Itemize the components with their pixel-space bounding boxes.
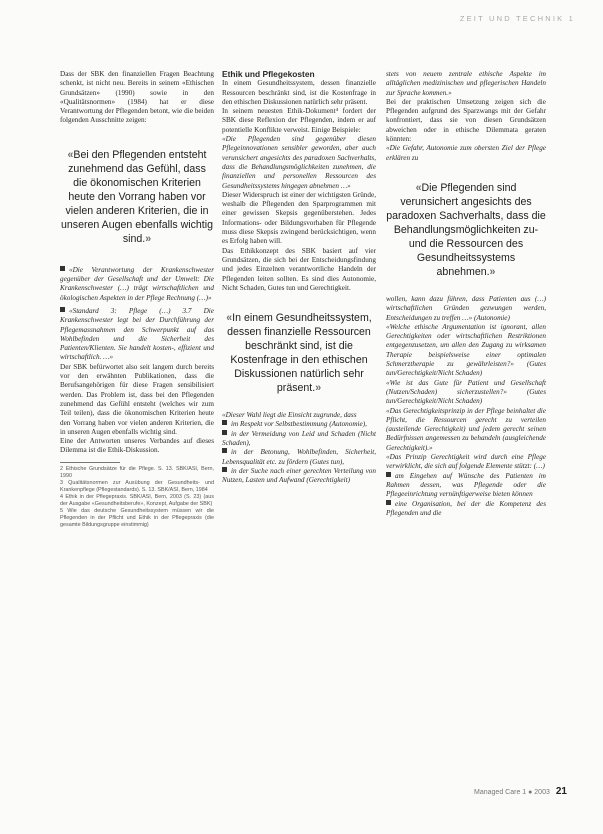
close-quote-icon: » xyxy=(489,265,496,278)
bullet-quote: «Die Verantwortung der Krankenschwester gegenüber der Gesellschaft und der Umwelt: Die Krankenschwester (…) trägt wirtschaftlichen und ökologischen Aspekten in der Pflege Rechnung (…)» xyxy=(60,265,214,302)
bullet-item: am Eingehen auf Wünsche des Patienten im Rahmen dessen, was Pflegende oder die Pflegeeinrichtung vernünftigerweise bieten können xyxy=(386,471,546,499)
bullet-item: in der Vermeidung von Leid und Schaden (Nicht Schaden), xyxy=(222,429,376,448)
close-quote-icon: » xyxy=(145,232,152,245)
footnote: 2 Ethische Grundsätze für die Pflege. S. 13. SBK/ASI, Bern, 1990 xyxy=(60,465,214,479)
bullet-icon xyxy=(222,420,227,425)
bullet-quote: «Standard 3: Pflege (…) 3.7 Die Krankenschwester legt bei der Durchführung der Pflegemassnahmen den Schwerpunkt auf das Wohlbefinden und die Sicherheit des Patienten/Klienten. Sie handelt kosten-, effizient und wirtschaftlich. …» xyxy=(60,306,214,362)
paragraph: In einem Gesundheitssystem, dessen finanzielle Ressourcen beschränkt sind, ist die Kostenfrage in den ethischen Diskussionen natürlich sehr präsent. xyxy=(222,79,376,106)
quotation: «Die Gefahr, Autonomie zum obersten Ziel der Pflege erklären zu xyxy=(386,144,546,162)
open-quote-icon: « xyxy=(226,312,233,325)
column-3 xyxy=(386,70,546,518)
pull-quote: «In einem Gesundheitssystem, dessen finanzielle Ressourcen beschränkt sind, ist die Kostenfrage in den ethischen Diskussionen natürlich sehr präsent.» xyxy=(226,312,372,395)
journal-name: Managed Care 1 ● 2003 xyxy=(474,789,550,796)
bullet-icon xyxy=(60,266,65,271)
footnote: 5 Wie das deutsche Gesundheitssystem müssen wir die Pflegenden in der Pflicht und Ethik in der Pflegepraxis (die gesamte Bildungsgruppe einstimmig) xyxy=(60,507,214,528)
paragraph: Eine der Antworten unseres Verbandes auf dieses Dilemma ist die Ethik-Diskussion. xyxy=(60,437,214,455)
column-1 xyxy=(60,70,214,529)
bullet-icon xyxy=(386,500,391,505)
open-quote-icon: « xyxy=(415,181,422,194)
paragraph: Das Ethikkonzept des SBK basiert auf vier Grundsätzen, die sich bei der Entscheidungsfindung und jedes Einzelnen verantwortliche Handeln der Pflegenden leiten sollten. Es sind dies Autonomie, Nicht Schaden, Gutes tun und Gerechtigkeit. xyxy=(222,246,376,292)
quotation: stets von neuem zentrale ethische Aspekte im alltäglichen medizinischen und pflegerischen Handeln zur Sprache kommen.» xyxy=(386,70,546,97)
quotation: «Welche ethische Argumentation ist ignorant, allen Gerechtigkeiten oder wirtschaftlichen Restriktionen entgegenzusetzen, um allen den Zugang zu wirksamen Therapie beispielsweise einer optimalen Schmerztherapie zu gewährleisten?» (Gutes tun/Gerechtigkeit/Nicht Schaden) xyxy=(386,322,546,378)
page-number: 21 xyxy=(555,786,567,797)
bullet-icon xyxy=(222,467,227,472)
bullet-item: im Respekt vor Selbstbestimmung (Autonomie), xyxy=(222,420,376,429)
footnote-rule xyxy=(60,462,120,463)
quotation: «Wie ist das Gute für Patient und Gesellschaft (Nutzen/Schaden) sicherzustellen?» (Gutes tun/Gerechtigkeit/Nicht Schaden) xyxy=(386,378,546,406)
paragraph: Bei der praktischen Umsetzung zeigen sich die Pflegenden aufgrund des Sparzwangs mit der Gefahr konfrontiert, dass sie von diesen Grundsätzen abweichen oder in ethische Dilemmata geraten könnten: xyxy=(386,97,546,144)
paragraph: Dass der SBK den finanziellen Fragen Beachtung schenkt, ist nicht neu. Bereits in seinem «Ethischen Grundsätzen» (1990) sowie in den «Qualitätsnormen» (1984) hat er diese Verantwortung der Pflegenden betont, wie die beiden folgenden Ausschnitte zeigen: xyxy=(60,70,214,125)
quotation: «Dieser Wahl liegt die Einsicht zugrunde, dass xyxy=(222,411,357,420)
footnote: 3 Qualitätsnormen zur Ausübung der Gesundheits- und Krankenpflege (Pflegestandards). S. 13. SBK/ASI, Bern, 1984 xyxy=(60,479,214,493)
open-quote-icon: « xyxy=(67,148,74,161)
quotation: wollen, kann dazu führen, dass Patienten aus (…) wirtschaftlichen Gründen gezwungen werden, Entscheidungen zu treffen …» (Autonomie) xyxy=(386,294,546,322)
footnote: 4 Ethik in der Pflegepraxis. SBK/ASI, Bern, 2003 (S. 23) (aus der Ausgabe «Gesundheitsberufe», Konzept, Aufgabe der SBK) xyxy=(60,493,214,507)
section-heading: Ethik und Pflegekosten xyxy=(222,69,315,79)
bullet-icon xyxy=(222,448,227,453)
bullet-item: in der Betonung, Wohlbefinden, Sicherheit, Lebensqualität etc. zu fördern (Gutes tun), xyxy=(222,448,376,466)
page-footer xyxy=(474,786,567,797)
running-head: ZEIT UND TECHNIK 1 xyxy=(459,14,575,23)
pull-quote: «Die Pflegenden sind verunsichert angesichts des paradoxen Sachverhalts, dass die Behandlungsmöglichkeiten zu- und die Ressourcen des Gesundheitssystems abnehmen.» xyxy=(386,181,546,278)
quotation: «Das Prinzip Gerechtigkeit wird durch eine Pflege verwirklicht, die sich auf folgende Elemente stützt: (…) xyxy=(386,453,546,471)
paragraph: Der SBK befürwortet also seit langem durch bereits vor den erwähnten Publikationen, dass die Berufsangehörigen für diese Fragen sensibilisiert werden. Das Problem ist, dass bei den Pflegenden zunehmend das Gefühl entsteht (welches wir zum Teil teilen), dass die ökonomischen Kriterien heute den Vorrang haben vor vielen anderen Kriterien, die in unseren Augen ebenfalls wichtig sind. xyxy=(60,362,214,436)
quotation: «Das Gerechtigkeitsprinzip in der Pflege beinhaltet die Pflicht, die Ressourcen gerecht zu verteilen (austeilende Gerechtigkeit) und jedem gerecht seinen Bedürfnissen angemessen zu behandeln (ausgleichende Gerechtigkeit).» xyxy=(386,406,546,452)
bullet-icon xyxy=(60,307,65,312)
paragraph: In seinem neuesten Ethik-Dokument⁴ fordert der SBK diese Reflexion der Pflegenden, indem er auf potentielle Konflikte verweist. Einige Beispiele: xyxy=(222,107,376,134)
column-2 xyxy=(222,70,376,486)
bullet-item: eine Organisation, bei der die Kompetenz des Pflegenden und die xyxy=(386,499,546,517)
paragraph: Dieser Widerspruch ist einer der wichtigsten Gründe, weshalb die Pflegenden den Sparprogrammen mit einer gewissen Skepsis gegenüberstehen. Jedes Informations- oder Bildungsvorhaben für Pflegende muss diese Skepsis zwingend berücksichtigen, wenn es Erfolg haben will. xyxy=(222,190,376,246)
bullet-icon xyxy=(222,430,227,435)
close-quote-icon: » xyxy=(315,382,322,395)
bullet-item: in der Suche nach einer gerechten Verteilung von Nutzen, Lasten und Aufwand (Gerechtigkeit) xyxy=(222,466,376,485)
quotation: «Die Pflegenden sind gegenüber diesen Pflegeinnovationen sensibler geworden, aber auch verunsichert angesichts des paradoxen Sachverhalts, dass die Behandlungsmöglichkeiten zunehmen, die finanziellen und personellen Ressourcen des Gesundheitssystems hingegen abnehmen …» xyxy=(222,135,376,190)
pull-quote: «Bei den Pflegenden entsteht zunehmend das Gefühl, dass die ökonomischen Kriterien heute den Vorrang haben vor vielen anderen Kriterien, die in unseren Augen ebenfalls wichtig sind.» xyxy=(61,148,213,245)
bullet-icon xyxy=(386,472,391,477)
